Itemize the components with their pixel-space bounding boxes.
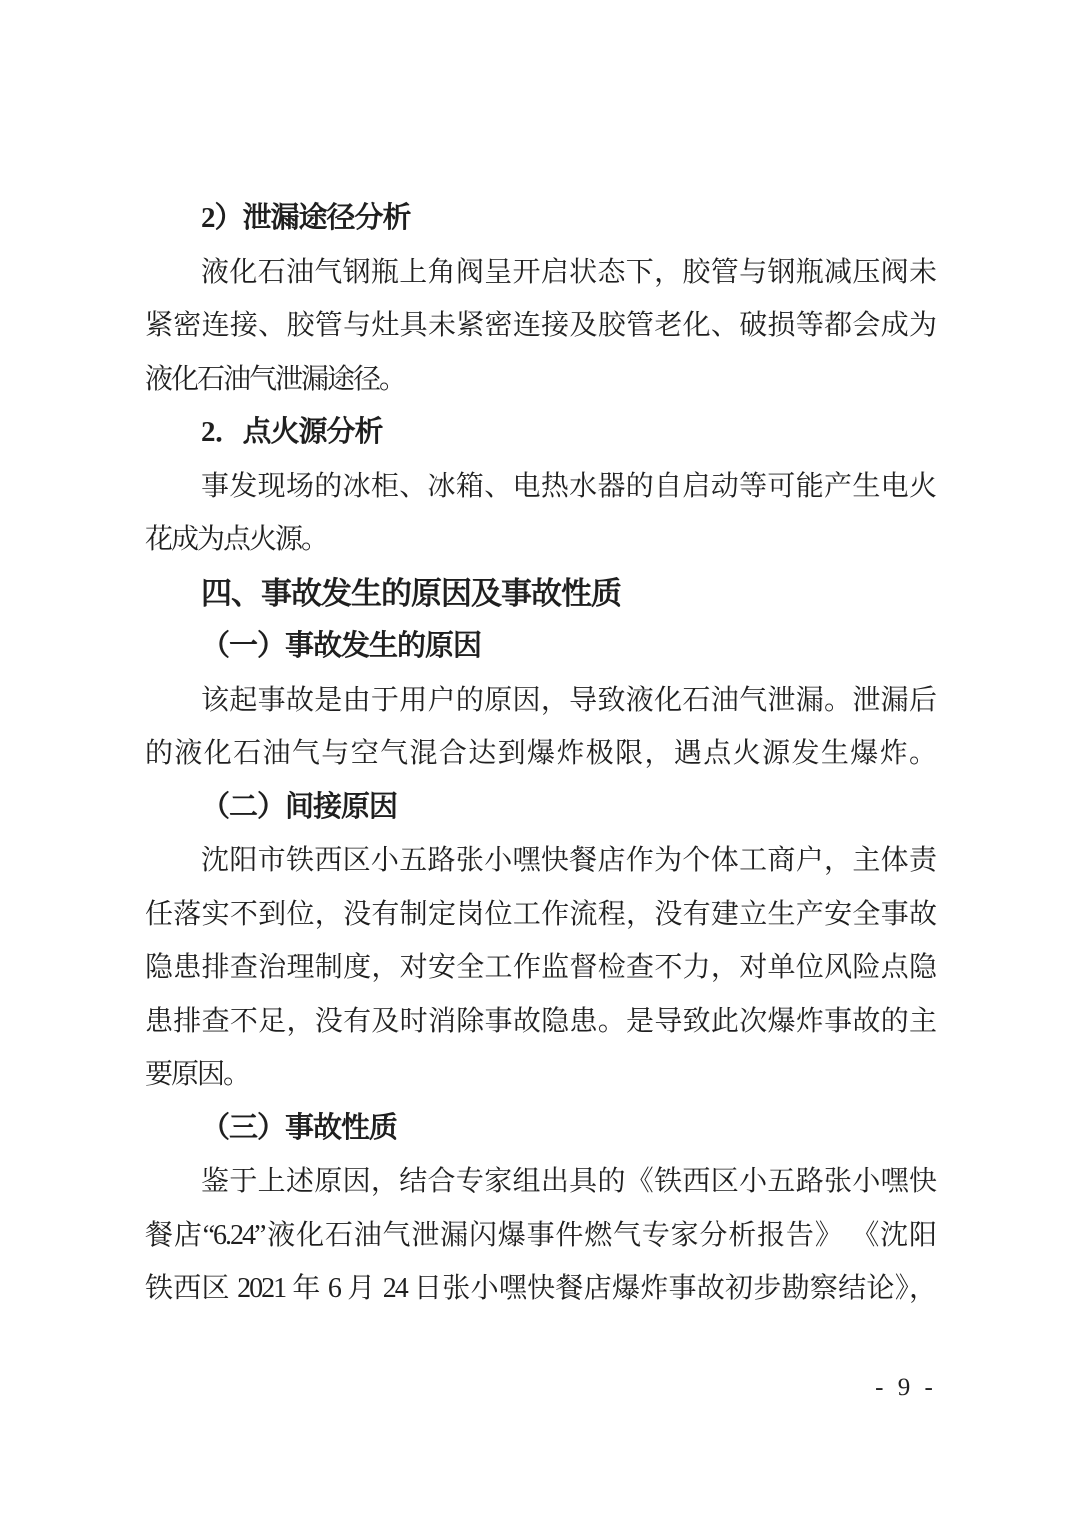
text-line: 液化石油气钢瓶上角阀呈开启状态下，胶管与钢瓶减压阀未 <box>201 256 935 288</box>
text-line: 紧密连接、胶管与灶具未紧密连接及胶管老化、破损等都会成为 <box>145 310 935 341</box>
text-line: 花成为点火源。 <box>145 524 328 555</box>
text-line: 沈阳市铁西区小五路张小嘿快餐店作为个体工商户，主体责 <box>201 845 935 876</box>
text-line: 任落实不到位，没有制定岗位工作流程，没有建立生产安全事故 <box>145 898 935 930</box>
text-line: 隐患排查治理制度，对安全工作监督检查不力，对单位风险点隐 <box>145 952 935 983</box>
text-line: 餐店“6.24”液化石油气泄漏闪爆事件燃气专家分析报告》 《沈阳 <box>145 1219 935 1251</box>
heading-ignition-source-analysis: 2．点火源分析 <box>201 416 383 448</box>
text-line: 该起事故是由于用户的原因，导致液化石油气泄漏。泄漏后 <box>201 684 935 716</box>
text-line: 患排查不足，没有及时消除事故隐患。是导致此次爆炸事故的主 <box>145 1005 935 1037</box>
text-line: 鉴于上述原因，结合专家组出具的《铁西区小五路张小嘿快 <box>201 1166 935 1197</box>
text-line: 事发现场的冰柜、冰箱、电热水器的自启动等可能产生电火 <box>201 470 935 502</box>
text-line: 液化石油气泄漏途径。 <box>145 363 406 395</box>
document-body <box>145 192 935 1316</box>
page-number: - 9 - <box>875 1374 937 1401</box>
heading-leak-path-analysis: 2）泄漏途径分析 <box>201 202 411 234</box>
text-line: 铁西区 2021 年 6 月 24 日张小嘿快餐店爆炸事故初步勘察结论》， <box>145 1273 935 1304</box>
subheading-indirect-cause: （二）间接原因 <box>201 790 398 823</box>
subheading-accident-nature: （三）事故性质 <box>201 1111 398 1144</box>
text-line: 的液化石油气与空气混合达到爆炸极限，遇点火源发生爆炸。 <box>145 738 935 769</box>
section-heading-cause-and-nature: 四、事故发生的原因及事故性质 <box>201 575 621 611</box>
subheading-accident-cause: （一）事故发生的原因 <box>201 630 482 662</box>
text-line: 要原因。 <box>145 1059 250 1090</box>
